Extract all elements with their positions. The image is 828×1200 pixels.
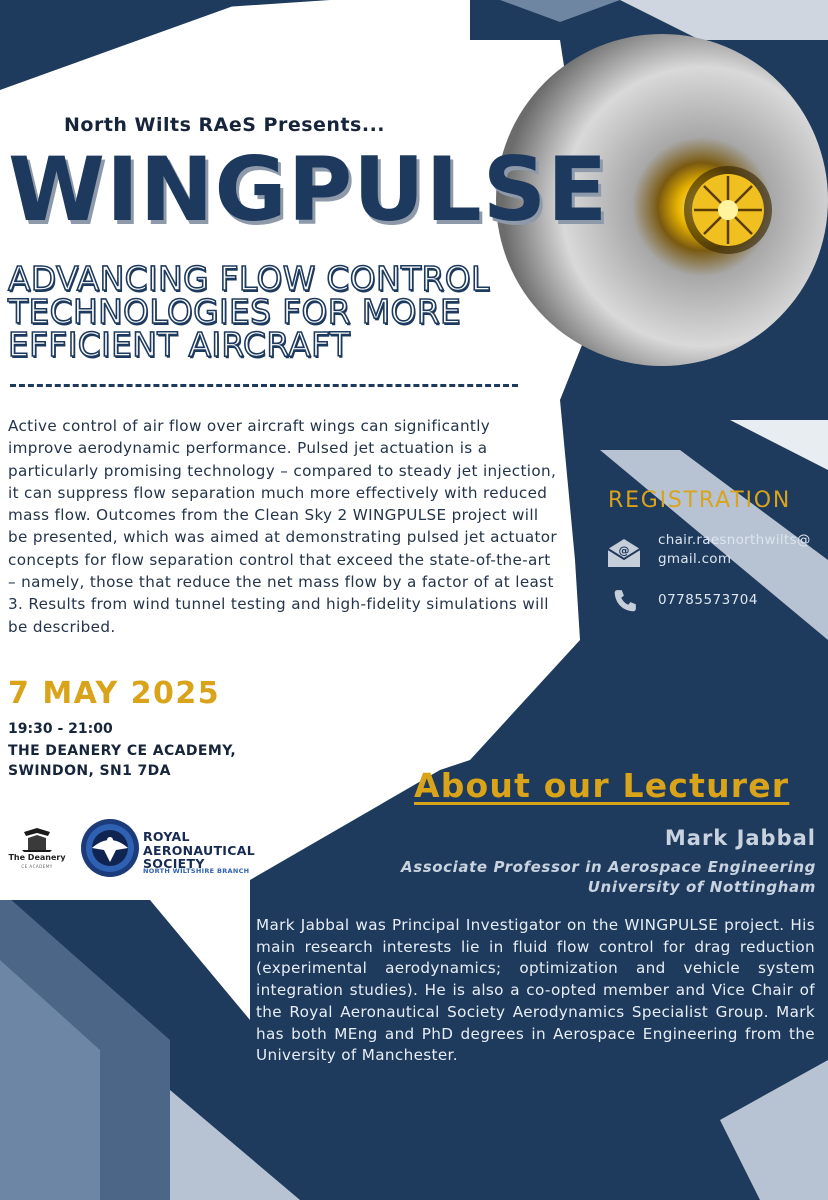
- registration-email[interactable]: [658, 531, 828, 569]
- event-time: 19:30 - 21:00: [8, 721, 113, 737]
- svg-text:@: @: [618, 544, 630, 557]
- lecturer-name: Mark Jabbal: [664, 826, 816, 850]
- venue-line-1: THE DEANERY CE ACADEMY,: [8, 743, 237, 759]
- envelope-at-icon: [606, 537, 642, 569]
- event-title: WINGPULSE: [8, 138, 609, 241]
- deanery-logo-sub: CE ACADEMY: [21, 864, 53, 869]
- lecturer-university: University of Nottingham: [587, 878, 816, 896]
- presenter-line: North Wilts RAeS Presents...: [64, 114, 386, 136]
- dashed-divider: [10, 384, 518, 387]
- phone-icon: [612, 588, 638, 614]
- event-subtitle: [8, 259, 568, 364]
- raes-line-2: AERONAUTICAL: [143, 842, 255, 858]
- raes-line-1: ROYAL: [143, 829, 190, 844]
- email-line-1: chair.raesnorthwilts@: [658, 532, 811, 548]
- registration-heading: REGISTRATION: [608, 488, 792, 513]
- lecturer-bio: Mark Jabbal was Principal Investigator on the WINGPULSE project. His main research interests lie in fluid flow control for drag reduction (experimental aerodynamics; optimization and vehicle system integration studies). He is also a co-opted member and Vice Chair of the Royal Aeronautical Society Aerodynamics Specialist Group. Mark has both MEng and PhD degrees in Aerospace Engineering from the University of Manchester.: [256, 916, 815, 1065]
- venue-line-2: SWINDON, SN1 7DA: [8, 763, 171, 779]
- raes-branch-text: NORTH WILTSHIRE BRANCH: [143, 867, 250, 875]
- deanery-logo-name: The Deanery: [8, 853, 66, 862]
- subtitle-line-3: EFFICIENT AIRCRAFT: [8, 325, 351, 364]
- raes-logo-text: [143, 830, 255, 871]
- registration-phone[interactable]: 07785573704: [658, 592, 758, 608]
- lecturer-role: Associate Professor in Aerospace Engineering: [401, 858, 816, 876]
- raes-line-3: SOCIETY: [143, 856, 205, 871]
- deanery-logo-icon: [6, 826, 68, 878]
- about-lecturer-heading: About our Lecturer: [414, 766, 790, 805]
- raes-crest-icon: [80, 818, 140, 878]
- event-date: 7 MAY 2025: [8, 676, 221, 711]
- abstract-text: Active control of air flow over aircraft wings can significantly improve aerodynamic performance. Pulsed jet actuation is a particularly promising technology – compared to steady jet injection, it can suppress flow separation much more effectively with reduced mass flow. Outcomes from the Clean Sky 2 WINGPULSE project will be presented, which was aimed at demonstrating pulsed jet actuator concepts for flow separation control that exceed the state-of-the-art – namely, those that reduce the net mass flow by a factor of at least 3. Results from wind tunnel testing and high-fidelity simulations will be described.: [8, 417, 558, 636]
- subtitle-line-2: TECHNOLOGIES FOR MORE: [8, 292, 462, 331]
- event-venue: [8, 741, 236, 781]
- subtitle-line-1: ADVANCING FLOW CONTROL: [8, 259, 490, 298]
- email-line-2: gmail.com: [658, 551, 732, 567]
